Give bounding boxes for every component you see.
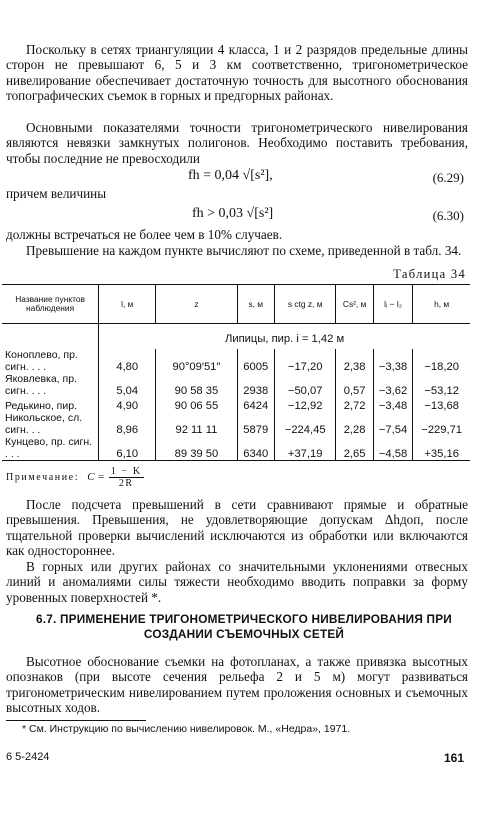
formula-6-29: fh = 0,04 √[s²], (188, 168, 273, 183)
table-row (2, 373, 470, 397)
table-subheader: Липицы, пир. i = 1,42 м (99, 324, 470, 350)
cell-cs2: 2,65 (336, 436, 373, 461)
table-caption: Таблица 34 (393, 267, 466, 281)
paragraph-3: причем величины (6, 186, 107, 201)
paragraph-7: В горных или других районах со значительными уклонениями отвесных линий и аномалиями силы тяжести необходимо вводить поправки за форму уровенных поверхностей *. (6, 559, 468, 605)
cell-z: 90 06 55 (156, 397, 237, 412)
header-z: z (156, 285, 237, 324)
cell-s: 6424 (237, 397, 274, 412)
cell-sctgz: −50,07 (274, 373, 336, 397)
cell-h: −229,71 (413, 412, 470, 436)
cell-sctgz: −224,45 (274, 412, 336, 436)
note-denominator: 2R (118, 478, 134, 489)
header-s: s, м (237, 285, 274, 324)
cell-li-l2: −3,48 (373, 397, 413, 412)
paragraph-8: Высотное обоснование съемки на фотопланах, а также привязка высотных опознаков (при высоте сечения рельефа 2 и 5 м) могут развиваться тригонометрическим нивелированием путем проложения основных и съемочных высотных ходов. (6, 654, 468, 716)
cell-z: 89 39 50 (156, 436, 237, 461)
cell-station: Коноплево, пр. сигн. . . . (5, 349, 78, 373)
cell-l: 6,10 (99, 436, 156, 461)
cell-s: 5879 (237, 412, 274, 436)
cell-cs2: 2,28 (336, 412, 373, 436)
header-sctgz: s ctg z, м (274, 285, 336, 324)
cell-li-l2: −3,62 (373, 373, 413, 397)
cell-cs2: 2,38 (336, 349, 373, 373)
cell-sctgz: −17,20 (274, 349, 336, 373)
cell-station: Яковлевка, пр. сигн. . . . (5, 373, 77, 397)
cell-l: 8,96 (99, 412, 156, 436)
cell-z: 90°09′51″ (156, 349, 237, 373)
cell-s: 6340 (237, 436, 274, 461)
page-number: 161 (443, 751, 464, 765)
cell-station: Никольское, сл. сигн. . . (5, 412, 83, 436)
cell-cs2: 0,57 (336, 373, 373, 397)
paragraph-5: Превышение на каждом пункте вычисляют по схеме, приведенной в табл. 34. (26, 243, 462, 258)
cell-cs2: 2,72 (336, 397, 373, 412)
cell-h: −53,12 (413, 373, 470, 397)
paragraph-6: После подсчета превышений в сети сравнивают прямые и обратные превышения. Превышения, не удовлетворяющие допускам Δhдоп, после тщательной проверки вычислений исключаются из обработки или включаются как одностороннее. (6, 497, 468, 559)
cell-z: 90 58 35 (156, 373, 237, 397)
formula-number-6-30: (6.30) (432, 208, 464, 223)
cell-s: 6005 (237, 349, 274, 373)
table-row (2, 412, 470, 436)
cell-l: 4,90 (99, 397, 156, 412)
header-li-l2: lᵢ − l₂ (373, 285, 413, 324)
note-numerator: 1 − K (110, 466, 142, 477)
cell-h: −18,20 (413, 349, 470, 373)
cell-l: 4,80 (99, 349, 156, 373)
header-l: l, м (99, 285, 156, 324)
cell-s: 2938 (237, 373, 274, 397)
cell-li-l2: −3,38 (373, 349, 413, 373)
section-title: 6.7. ПРИМЕНЕНИЕ ТРИГОНОМЕТРИЧЕСКОГО НИВЕЛИРОВАНИЯ ПРИ СОЗДАНИИ СЪЕМОЧНЫХ СЕТЕЙ (36, 612, 452, 641)
cell-h: −13,68 (413, 397, 470, 412)
paragraph-1: Поскольку в сетях триангуляции 4 класса, 1 и 2 разрядов предельные длины сторон не превышают 6, 5 и 3 км соответственно, тригонометрическое нивелирование обеспечивает достаточную точность для высотного обоснования топографических съемок в горных и предгорных районах. (6, 42, 468, 104)
table-note (6, 466, 144, 489)
cell-station: Кунцево, пр. сигн. . . . (2, 436, 99, 461)
note-fraction (109, 466, 144, 489)
cell-li-l2: −7,54 (373, 412, 413, 436)
cell-l: 5,04 (99, 373, 156, 397)
footnote: * См. Инструкцию по вычислению нивелировок. М., «Недра», 1971. (22, 723, 351, 735)
header-station: Название пунктов наблюдения (2, 285, 99, 324)
footnote-rule (6, 720, 146, 721)
cell-li-l2: −4,58 (373, 436, 413, 461)
cell-sctgz: +37,19 (274, 436, 336, 461)
table-row (2, 397, 470, 412)
paragraph-4: должны встречаться не более чем в 10% случаев. (6, 227, 283, 242)
cell-station: Редькино, пир. (5, 400, 77, 412)
header-h: h, м (413, 285, 470, 324)
table-row (2, 436, 470, 461)
cell-h: +35,16 (413, 436, 470, 461)
paragraph-2: Основными показателями точности тригонометрического нивелирования являются невязки замкнутых полигонов. Необходимо поставить требования, чтобы последние не превосходили (6, 120, 468, 166)
header-cs2: Cs², м (336, 285, 373, 324)
note-label: Примечание: (6, 471, 80, 483)
cell-sctgz: −12,92 (274, 397, 336, 412)
formula-number-6-29: (6.29) (432, 170, 464, 185)
note-formula-c: C = (87, 470, 105, 483)
data-table (2, 284, 470, 461)
table-row (2, 349, 470, 373)
formula-6-30: fh > 0,03 √[s²] (192, 206, 274, 221)
cell-z: 92 11 11 (156, 412, 237, 436)
signature-mark: 6 5-2424 (6, 751, 50, 763)
